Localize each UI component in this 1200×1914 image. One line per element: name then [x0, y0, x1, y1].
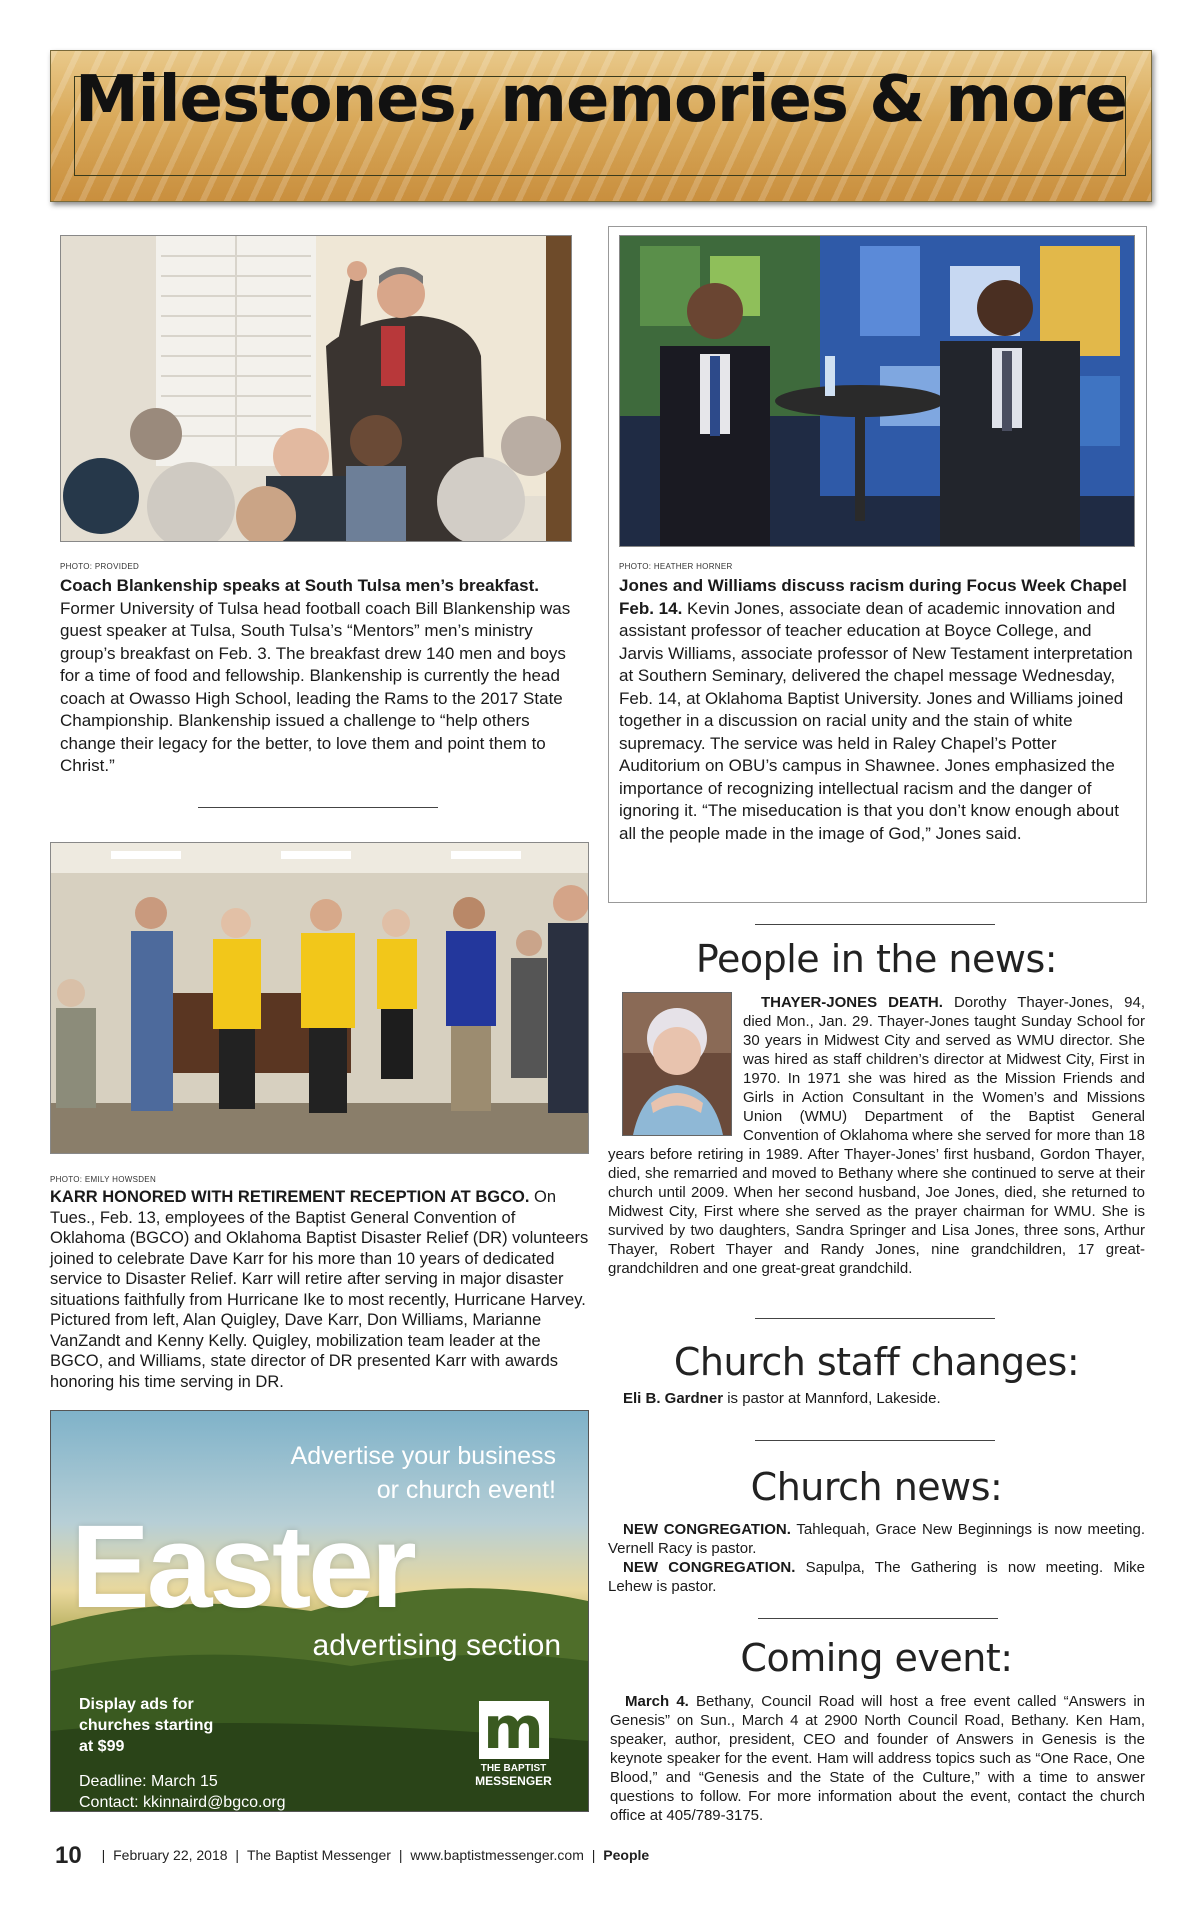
footer-section: People [603, 1846, 650, 1863]
church-news-lead: NEW CONGREGATION. [623, 1559, 796, 1576]
page-footer [55, 1842, 649, 1870]
story-headline: Coach Blankenship speaks at South Tulsa men’s breakfast. [60, 576, 539, 595]
logo-line2: MESSENGER [475, 1774, 552, 1788]
story-body: On Tues., Feb. 13, employees of the Baptist General Convention of Oklahoma (BGCO) and Oklahoma Baptist Disaster Relief (DR) volunteers joined to celebrate Dave Karr for his more than 10 years of dedicated service to Disaster Relief. Karr will retire after serving in major disaster situations faithfully from Hurricane Ike to most recently, Hurricane Harvey. Pictured from left, Alan Quigley, Dave Karr, Don Williams, Marianne VanZandt and Kenny Kelly. Quigley, mobilization team leader at the BGCO, and Williams, state director of DR presented Karr with awards honoring his time serving in DR. [50, 1188, 589, 1391]
staff-text: is pastor at Mannford, Lakeside. [723, 1390, 941, 1407]
divider [755, 1440, 995, 1441]
story-karr-reception [50, 1187, 595, 1392]
divider [758, 1618, 998, 1619]
footer-separator: | [398, 1846, 403, 1863]
page-banner [50, 50, 1152, 202]
ad-display2: churches starting [79, 1717, 214, 1734]
story-coach-blankenship [60, 575, 580, 778]
ad-contact[interactable]: Contact: kkinnaird@bgco.org [79, 1794, 286, 1811]
ad-contact-info [79, 1771, 286, 1812]
portrait-spacer [608, 993, 743, 1141]
photo-karr-reception [50, 842, 589, 1154]
photo-coach-illustration [61, 236, 571, 541]
church-news-item [608, 1520, 1145, 1558]
ad-section-label: advertising section [312, 1629, 561, 1662]
story-body: Former University of Tulsa head football coach Bill Blankenship was guest speaker at Tulsa, South Tulsa’s “Mentors” men’s ministry group’s breakfast on Feb. 3. The breakfast drew 140 men and boys for a time of food and fellowship. Blankenship is currently the head coach at Owasso High School, leading the Rams to the 2017 State Championship. Blankenship issued a challenge to “help others change their legacy for the better, to love them and point them to Christ.” [60, 598, 571, 775]
heading-coming-event: Coming event: [740, 1636, 1013, 1680]
church-news-list [608, 1520, 1145, 1596]
divider [755, 924, 995, 925]
page-title: Milestones, memories & more [74, 63, 1128, 137]
baptist-messenger-logo [471, 1694, 556, 1791]
footer-url[interactable]: www.baptistmessenger.com [410, 1846, 584, 1863]
easter-advertisement[interactable] [50, 1410, 589, 1812]
event-lead: March 4. [625, 1693, 689, 1710]
ad-tagline [51, 1439, 556, 1507]
photo-jones-williams [619, 235, 1135, 547]
church-news-lead: NEW CONGREGATION. [623, 1521, 791, 1538]
photo-coach-blankenship [60, 235, 572, 542]
people-lead: THAYER-JONES DEATH. [761, 994, 943, 1011]
photo-chapel-illustration [620, 236, 1134, 546]
ad-easter-title: Easter [71, 1501, 414, 1633]
photo-reception-illustration [51, 843, 588, 1153]
ad-display3: at $99 [79, 1738, 125, 1755]
story-focus-week [619, 575, 1139, 845]
ad-display1: Display ads for [79, 1696, 194, 1713]
people-in-news-text [608, 993, 1145, 1278]
ad-line1: Advertise your business [290, 1442, 556, 1470]
footer-separator: | [235, 1846, 240, 1863]
heading-church-staff-changes: Church staff changes: [673, 1340, 1080, 1384]
photo-credit: PHOTO: PROVIDED [60, 562, 140, 571]
story-headline: Jones and Williams discuss racism during Focus Week Chapel Feb. 14. [619, 576, 1127, 618]
heading-people-in-news: People in the news: [695, 937, 1058, 981]
staff-change-item [623, 1389, 1143, 1408]
ad-line2: or church event! [376, 1476, 556, 1504]
footer-date: February 22, 2018 [113, 1846, 228, 1863]
ad-deadline: Deadline: March 15 [79, 1773, 218, 1790]
coming-event-text [610, 1692, 1145, 1825]
footer-paper: The Baptist Messenger [246, 1846, 391, 1863]
people-body: Dorothy Thayer-Jones, 94, died Mon., Jan. 29. Thayer-Jones taught Sunday School for 30 years in Midwest City and served as WMU director. She was hired as staff children’s director at Midwest City, First in 1970. In 1971 she was hired as the Mission Friends and Girls in Action Consultant in the Women’s and Missions Union (WMU) Department of the Baptist General Convention of Oklahoma where she served for more than 18 years before retiring in 1989. After Thayer-Jones’ first husband, Gordon Thayer, died, she remarried and moved to Bethany where she continued to serve at their church until 2009. When her second husband, Joe Jones, died, she returned to Midwest City, First where she served as the prayer chairman for WMU. She is survived by two daughters, Sandra Springer and Lisa Jones, three sons, Arthur Thayer, Robert Thayer and Randy Jones, nine grandchildren, 17 great-grandchildren and one great-great grandchild. [608, 994, 1146, 1277]
ad-display-pricing [79, 1694, 213, 1757]
church-news-text: Tahlequah, Grace New Beginnings is now meeting. Vernell Racy is pastor. [608, 1521, 1145, 1557]
logo-line1: THE BAPTIST [480, 1763, 547, 1774]
divider [755, 1318, 995, 1319]
footer-separator: | [591, 1846, 596, 1863]
page-number: 10 [55, 1842, 82, 1869]
church-news-text: Sapulpa, The Gathering is now meeting. Mike Lehew is pastor. [608, 1559, 1146, 1595]
divider [198, 807, 438, 808]
church-news-item [608, 1558, 1145, 1596]
logo-mark: m [479, 1701, 549, 1759]
story-body: Kevin Jones, associate dean of academic innovation and assistant professor of teacher education at Boyce College, and Jarvis Williams, associate professor of New Testament interpretation at Southern Seminary, delivered the chapel message Wednesday, Feb. 14, at Oklahoma Baptist University. Jones and Williams joined together in a discussion on racial unity and the stain of white supremacy. The service was held in Raley Chapel’s Potter Auditorium on OBU’s campus in Shawnee. Jones emphasized the importance of recognizing intellectual racism and the danger of ignoring it. “The miseducation is that you don’t know enough about all the people made in the image of God,” Jones said. [619, 598, 1133, 843]
heading-church-news: Church news: [750, 1465, 1003, 1509]
staff-name: Eli B. Gardner [623, 1390, 724, 1407]
event-body: Bethany, Council Road will host a free event called “Answers in Genesis” on Sun., March 4 at 2900 North Council Road, Bethany. Ken Ham, speaker, author, president, CEO and founder of Answers in Genesis is the keynote speaker for the event. Ham will address topics such as “One Race, One Blood,” and “Genesis and the State of the Culture,” with a time to answer questions to follow. For more information about the event, contact the church office at 405/789-3175. [610, 1693, 1145, 1824]
footer-separator: | [101, 1846, 106, 1863]
story-headline: KARR HONORED WITH RETIREMENT RECEPTION AT BGCO. [50, 1188, 530, 1206]
photo-credit: PHOTO: EMILY HOWSDEN [50, 1175, 157, 1184]
photo-credit: PHOTO: HEATHER HORNER [619, 562, 733, 571]
